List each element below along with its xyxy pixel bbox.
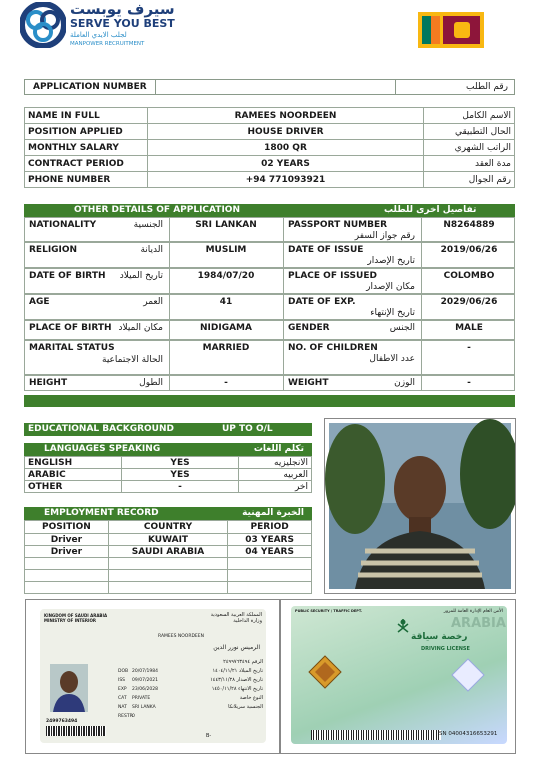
other-left-label-ar: العمر	[143, 297, 163, 307]
basic-label-ar: رقم الجوال	[424, 172, 515, 188]
basic-label-ar: الراتب الشهري	[424, 140, 515, 156]
grid-divider	[169, 269, 170, 293]
other-left-value: 41	[219, 297, 233, 307]
company-name-en: SERVE YOU BEST	[70, 17, 175, 30]
employment-empty-cell	[25, 558, 109, 570]
application-number-label: APPLICATION NUMBER	[33, 82, 147, 92]
license-card-front-frame	[25, 599, 280, 754]
basic-row	[25, 108, 515, 124]
license-field-ar: تاريخ الميلاد ١٤٠٤/١١/٢١	[212, 668, 263, 674]
employment-table	[24, 520, 312, 594]
basic-label: POSITION APPLIED	[25, 124, 148, 140]
language-row	[25, 481, 312, 493]
applicant-photo	[324, 418, 516, 594]
license-field-key: DOB	[118, 669, 129, 674]
license-field-row	[118, 668, 263, 677]
grid-divider	[421, 243, 422, 267]
application-number-label-ar: رقم الطلب	[466, 82, 508, 92]
other-left-label: MARITAL STATUS	[29, 343, 115, 353]
license-field-row	[118, 659, 263, 668]
other-right-label-ar: الوزن	[394, 378, 415, 388]
employment-empty-cell	[108, 558, 227, 570]
other-detail-row	[24, 268, 515, 294]
license-front-header-en: KINGDOM OF SAUDI ARABIA MINISTRY OF INTERIOR	[44, 613, 108, 623]
license-front-barcode	[46, 726, 106, 736]
other-left-value: NIDIGAMA	[200, 323, 252, 333]
basic-row	[25, 172, 515, 188]
grid-divider	[421, 321, 422, 339]
other-right-label-ar: رقم جواز السفر	[354, 231, 415, 241]
license-field-value: 23/06/2028	[132, 687, 158, 692]
basic-info-table	[24, 107, 515, 188]
license-field-ar: النوع خاصة	[239, 695, 263, 701]
other-detail-row	[24, 217, 515, 242]
other-details-footer-bar	[24, 395, 515, 407]
grid-divider	[283, 218, 284, 241]
other-left-label-ar: الديانة	[140, 245, 163, 255]
education-value: UP TO O/L	[222, 424, 273, 434]
basic-value: 02 YEARS	[148, 156, 424, 172]
other-right-value: 2029/06/26	[440, 297, 498, 307]
other-left-label: HEIGHT	[29, 378, 68, 388]
grid-divider	[283, 376, 284, 390]
license-front-name: RAMEES NOORDEEN	[158, 634, 204, 639]
grid-divider	[421, 341, 422, 374]
employment-empty-cell	[108, 570, 227, 582]
other-right-value: -	[467, 378, 471, 388]
language-row	[25, 469, 312, 481]
other-left-label: DATE OF BIRTH	[29, 271, 106, 281]
license-field-key: ISS	[118, 678, 126, 683]
grid-divider	[283, 321, 284, 339]
license-field-ar: تاريخ الاصدار ١٤٤٣/١١/٢٨	[210, 677, 263, 683]
license-front-header-ar: المملكة العربية السعودية وزارة الداخلية	[210, 612, 262, 624]
language-name: OTHER	[25, 481, 122, 493]
license-field-ar: الجنسية سريلانكا	[228, 704, 263, 710]
license-field-row	[118, 686, 263, 695]
license-card-back-frame	[280, 599, 516, 754]
license-field-key: RESTR	[118, 714, 133, 719]
company-tagline-ar: لجلب الايدي العاملة	[70, 31, 127, 39]
license-field-row	[118, 677, 263, 686]
other-right-value: MALE	[455, 323, 483, 333]
license-field-value: SRI LANKA	[132, 705, 156, 710]
other-right-value: COLOMBO	[443, 271, 495, 281]
grid-divider	[421, 269, 422, 293]
license-field-ar: الرقم ٢٤٩٩٧٦٣٤٩٤	[223, 659, 263, 665]
employment-col-header: PERIOD	[228, 521, 312, 534]
employment-period: 03 YEARS	[228, 534, 312, 546]
language-row	[25, 457, 312, 469]
basic-label: CONTRACT PERIOD	[25, 156, 148, 172]
license-field-key: EXP	[118, 687, 127, 692]
other-right-label-ar: مكان الإصدار	[366, 282, 415, 292]
language-value: YES	[122, 457, 239, 469]
employment-empty-cell	[25, 570, 109, 582]
other-left-label: RELIGION	[29, 245, 78, 255]
license-back-barcode	[311, 730, 441, 740]
other-right-label: WEIGHT	[288, 378, 329, 388]
other-right-value: 2019/06/26	[440, 245, 498, 255]
other-detail-row	[24, 242, 515, 268]
languages-title-ar: تكلم اللغات	[253, 444, 304, 454]
license-back-dept: PUBLIC SECURITY / TRAFFIC DEPT.	[295, 609, 363, 613]
other-right-value: -	[467, 343, 471, 353]
language-name: ARABIC	[25, 469, 122, 481]
license-field-key: NAT	[118, 705, 127, 710]
license-field-value: 09/07/2021	[132, 678, 158, 683]
language-value: YES	[122, 469, 239, 481]
employment-empty-cell	[108, 582, 227, 594]
grid-divider	[169, 243, 170, 267]
sri-lanka-flag	[418, 12, 484, 48]
basic-row	[25, 140, 515, 156]
other-detail-row	[24, 294, 515, 320]
license-field-ar: تاريخ الانتهاء ١٤٥٠/١١/٢٨	[211, 686, 263, 692]
grid-divider	[421, 295, 422, 319]
employment-country: SAUDI ARABIA	[108, 546, 227, 558]
basic-row	[25, 156, 515, 172]
other-right-label: GENDER	[288, 323, 330, 333]
license-card-front	[40, 609, 266, 743]
employment-empty-row	[25, 582, 312, 594]
grid-divider	[169, 218, 170, 241]
license-back-chip-icon	[307, 654, 343, 690]
other-right-label: NO. OF CHILDREN	[288, 343, 378, 353]
other-left-label-ar: تاريخ الميلاد	[119, 271, 163, 281]
other-left-label: PLACE OF BIRTH	[29, 323, 112, 333]
other-details-title: OTHER DETAILS OF APPLICATION	[74, 205, 240, 215]
other-left-label: AGE	[29, 297, 50, 307]
employment-row	[25, 534, 312, 546]
other-detail-row	[24, 320, 515, 340]
grid-divider	[283, 269, 284, 293]
license-field-row	[118, 713, 263, 722]
grid-divider	[169, 295, 170, 319]
other-left-label-ar: الطول	[139, 378, 163, 388]
license-field-value: PRIVATE	[132, 696, 151, 701]
grid-divider	[169, 341, 170, 374]
license-field-row	[118, 695, 263, 704]
other-right-label: DATE OF ISSUE	[288, 245, 364, 255]
language-value: -	[122, 481, 239, 493]
employment-col-header: POSITION	[25, 521, 109, 534]
employment-empty-cell	[228, 582, 312, 594]
employment-empty-row	[25, 558, 312, 570]
other-right-label-ar: الجنس	[389, 323, 415, 333]
basic-label-ar: الحال التطبيقي	[424, 124, 515, 140]
license-back-title-ar: رخصة سياقة	[411, 632, 468, 642]
basic-label: NAME IN FULL	[25, 108, 148, 124]
company-logo	[20, 2, 66, 48]
other-right-label: PLACE OF ISSUED	[288, 271, 377, 281]
employment-position: Driver	[25, 546, 109, 558]
other-left-value: MUSLIM	[205, 245, 247, 255]
employment-row	[25, 546, 312, 558]
other-left-value: SRI LANKAN	[195, 220, 257, 230]
grid-divider	[283, 295, 284, 319]
other-left-label-ar: الحالة الاجتماعية	[102, 355, 163, 365]
languages-table	[24, 456, 312, 493]
language-name-ar: اخر	[239, 481, 312, 493]
license-back-serial: SN 04004316653291	[439, 731, 498, 737]
saudi-emblem-icon	[395, 618, 411, 634]
grid-divider	[421, 376, 422, 390]
license-front-name-ar: الرميس نورر الدين	[213, 644, 260, 651]
license-front-portrait	[50, 664, 88, 712]
license-back-country: ARABIA	[451, 616, 506, 631]
license-front-blood: B-	[206, 733, 212, 739]
other-left-value: MARRIED	[202, 343, 250, 353]
license-back-dept-ar: الأمن العام الإدارة العامة للمرور	[443, 609, 503, 614]
language-name-ar: الانجليزيه	[239, 457, 312, 469]
basic-label: MONTHLY SALARY	[25, 140, 148, 156]
employment-position: Driver	[25, 534, 109, 546]
basic-value: RAMEES NOORDEEN	[148, 108, 424, 124]
employment-empty-cell	[228, 570, 312, 582]
license-field-row	[118, 704, 263, 713]
company-name-ar: سيرف يوبست	[70, 0, 175, 18]
basic-label: PHONE NUMBER	[25, 172, 148, 188]
language-name: ENGLISH	[25, 457, 122, 469]
grid-divider	[169, 376, 170, 390]
employment-title-ar: الخبرة المهنية	[242, 508, 304, 518]
languages-header	[24, 443, 312, 456]
license-front-number: 2499763494	[46, 719, 78, 724]
grid-divider	[421, 218, 422, 241]
basic-label-ar: الاسم الكامل	[424, 108, 515, 124]
other-right-label: PASSPORT NUMBER	[288, 220, 388, 230]
license-field-value: 20/07/1984	[132, 669, 158, 674]
other-details-title-ar: تفاصيل اخرى للطلب	[384, 205, 477, 215]
employment-empty-row	[25, 570, 312, 582]
other-details-header	[24, 204, 515, 217]
company-tagline-en: MANPOWER RECRUITMENT	[70, 41, 145, 47]
grid-divider	[283, 243, 284, 267]
license-field-value: 0	[132, 714, 135, 719]
other-left-label: NATIONALITY	[29, 220, 97, 230]
other-right-value: N8264889	[443, 220, 495, 230]
other-detail-row	[24, 375, 515, 391]
application-number-row	[24, 79, 515, 95]
license-front-fields	[118, 659, 263, 722]
other-left-value: -	[224, 378, 228, 388]
basic-value: 1800 QR	[148, 140, 424, 156]
employment-empty-cell	[228, 558, 312, 570]
license-back-title-en: DRIVING LICENSE	[421, 646, 470, 652]
basic-row	[25, 124, 515, 140]
employment-country: KUWAIT	[108, 534, 227, 546]
grid-divider	[283, 341, 284, 374]
grid-divider	[169, 321, 170, 339]
education-row	[24, 423, 312, 436]
languages-title: LANGUAGES SPEAKING	[44, 444, 161, 454]
other-right-label-ar: عدد الاطفال	[369, 354, 415, 364]
license-card-back	[291, 606, 507, 744]
employment-empty-cell	[25, 582, 109, 594]
language-name-ar: العربيه	[239, 469, 312, 481]
employment-col-header: COUNTRY	[108, 521, 227, 534]
other-right-label-ar: تاريخ الإصدار	[367, 256, 415, 266]
other-left-label-ar: الجنسية	[133, 220, 163, 230]
other-detail-row	[24, 340, 515, 375]
education-label: EDUCATIONAL BACKGROUND	[28, 424, 174, 434]
other-right-label-ar: تاريخ الإنتهاء	[370, 308, 415, 318]
license-field-key: CAT	[118, 696, 127, 701]
employment-header	[24, 507, 312, 520]
other-left-value: 1984/07/20	[197, 271, 255, 281]
license-back-hologram-icon	[451, 658, 485, 692]
basic-value: HOUSE DRIVER	[148, 124, 424, 140]
employment-period: 04 YEARS	[228, 546, 312, 558]
other-left-label-ar: مكان الميلاد	[118, 323, 163, 333]
basic-label-ar: مدة العقد	[424, 156, 515, 172]
basic-value: +94 771093921	[148, 172, 424, 188]
employment-title: EMPLOYMENT RECORD	[44, 508, 159, 518]
other-right-label: DATE OF EXP.	[288, 297, 356, 307]
